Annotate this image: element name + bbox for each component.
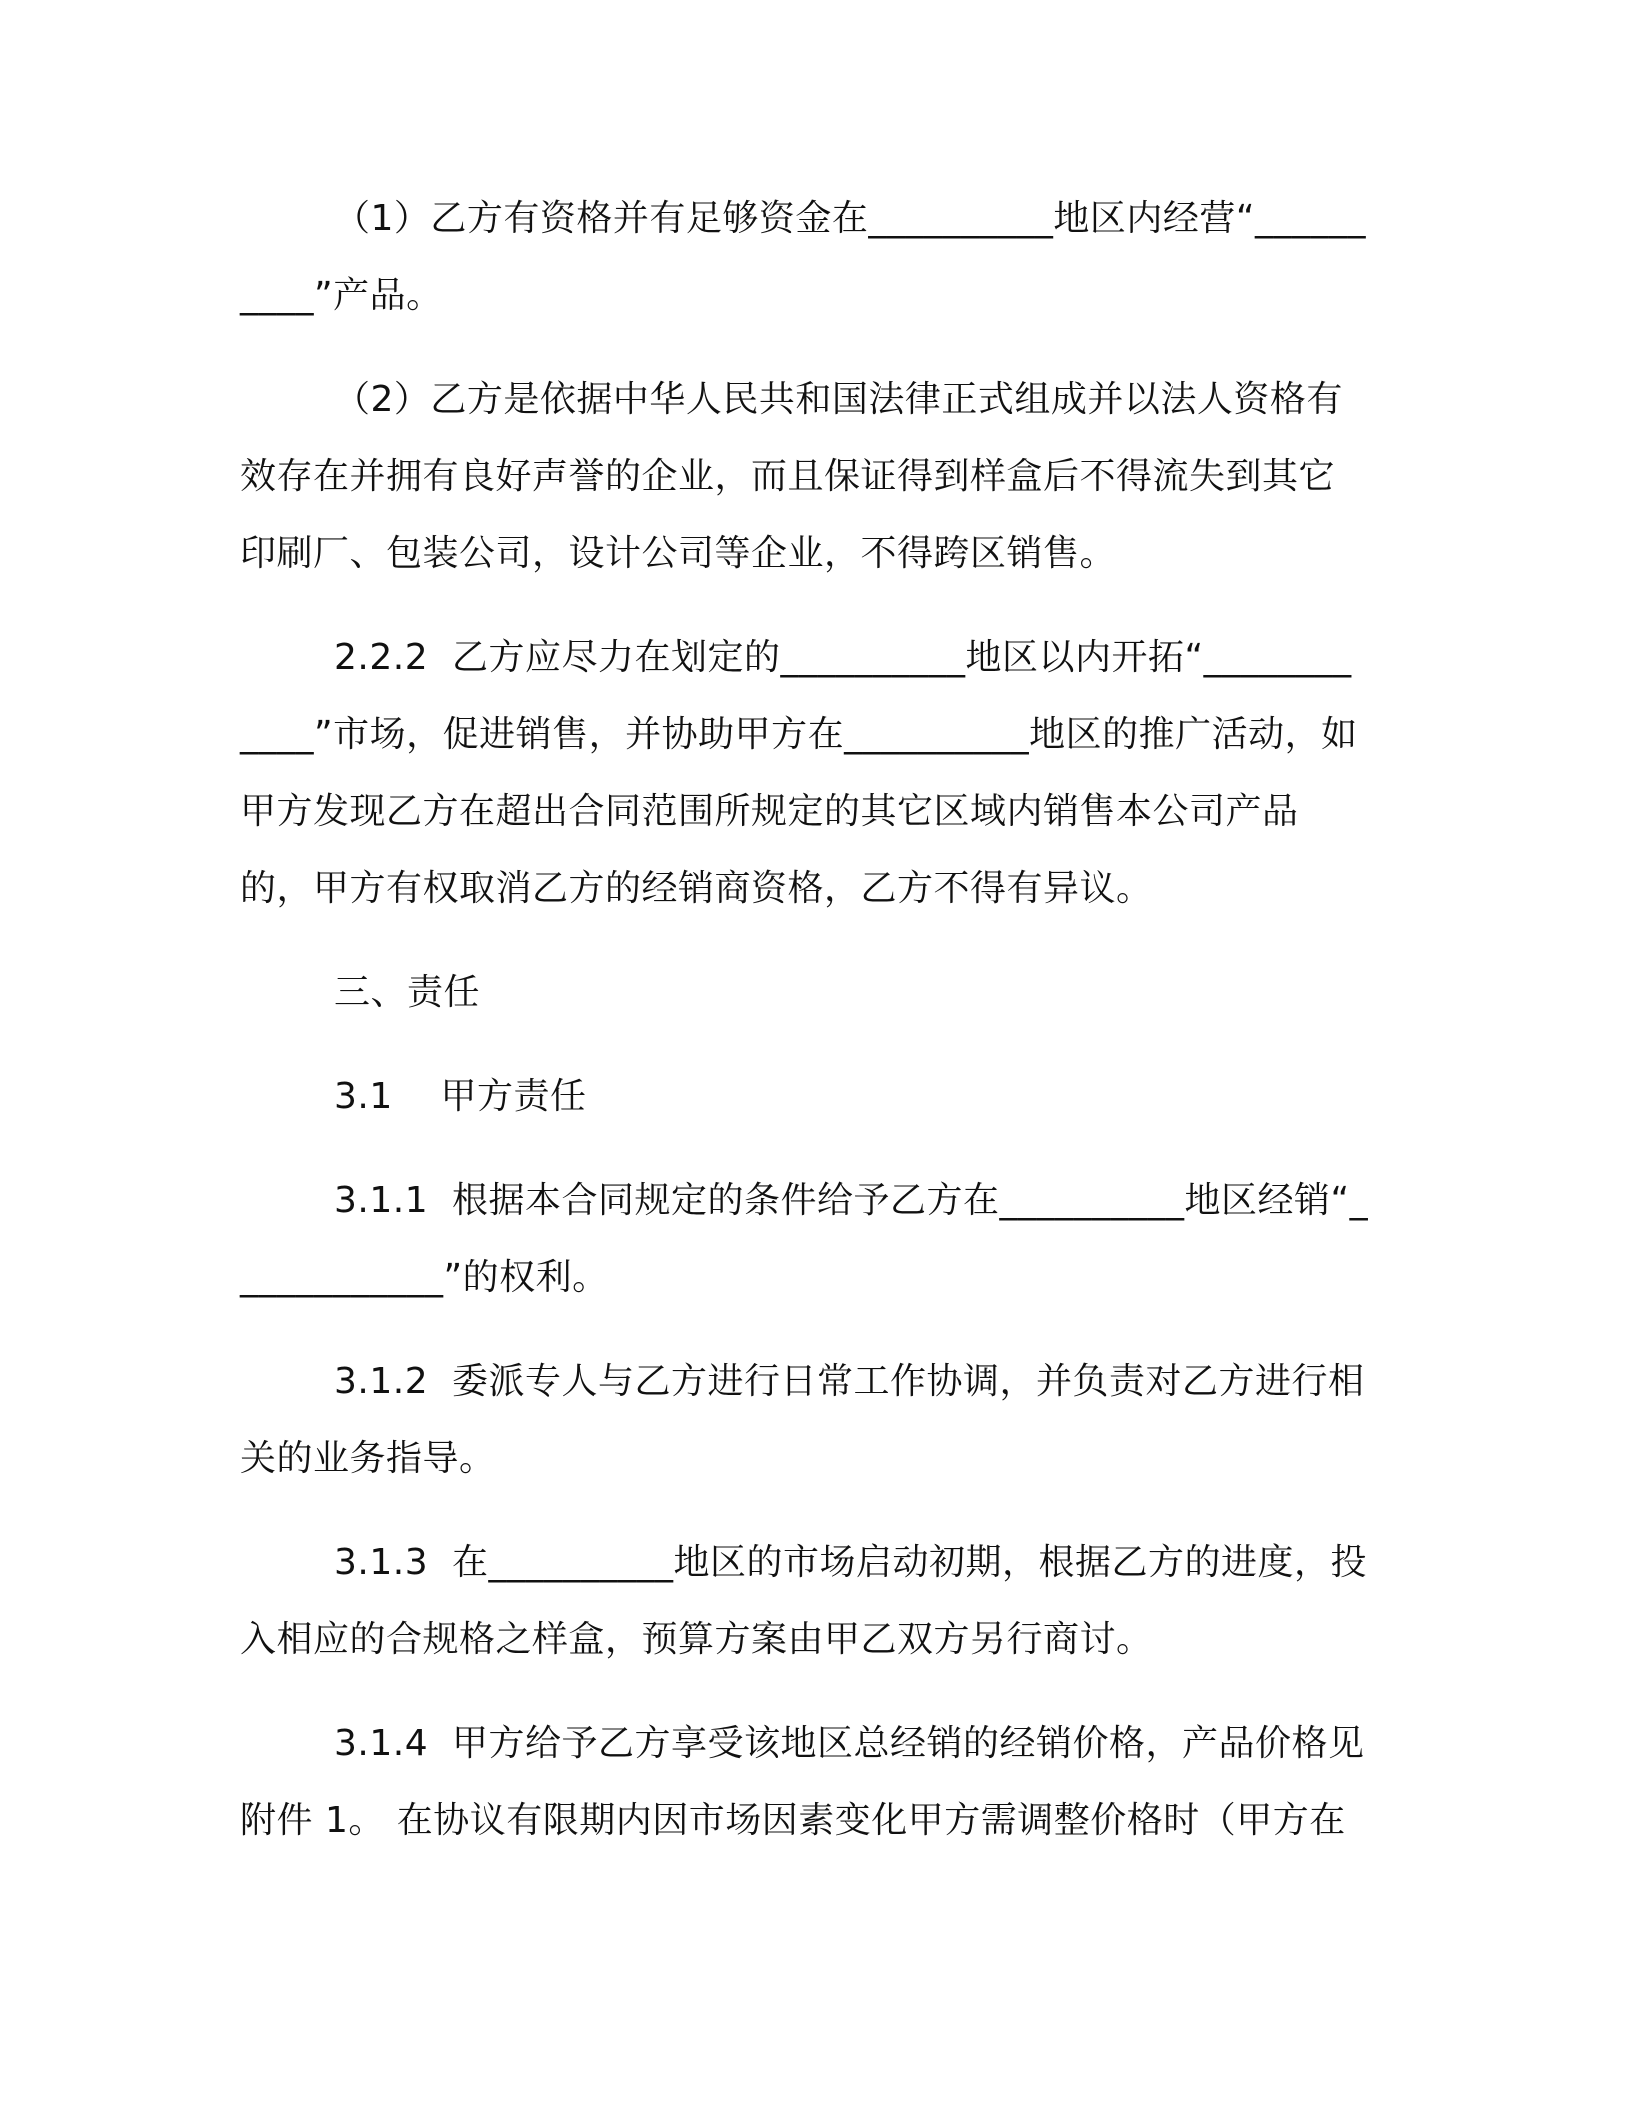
section-heading-responsibility: 三、责任 <box>334 972 481 1013</box>
clause-2-legal-entity: （2）乙方是依据中华人民共和国法律正式组成并以法人资格有效存在并拥有良好声誉的企业，而且保证得到样盒后不得流失到其它印刷厂、包装公司，设计公司等企业，不得跨区销售。 <box>240 379 1343 574</box>
document-body <box>240 180 1370 1886</box>
clause-3-1-2-coordination: 3.1.2 委派专人与乙方进行日常工作协调，并负责对乙方进行相关的业务指导。 <box>240 1361 1365 1479</box>
clause-1-qualification: （1）乙方有资格并有足够资金在__________地区内经营“__________”产品。 <box>240 198 1367 316</box>
clause-3-1-3-sample-boxes: 3.1.3 在__________地区的市场启动初期，根据乙方的进度，投入相应的合规格之样盒，预算方案由甲乙双方另行商讨。 <box>240 1542 1367 1660</box>
subsection-heading-party-a: 3.1 甲方责任 <box>334 1076 587 1117</box>
clause-3-1-1-distribution-right: 3.1.1 根据本合同规定的条件给予乙方在__________地区经销“____________”的权利。 <box>240 1180 1369 1298</box>
clause-2-2-2-market-development: 2.2.2 乙方应尽力在划定的__________地区以内开拓“____________”市场，促进销售，并协助甲方在__________地区的推广活动，如甲方发现乙方在超出合同范围所规定的其它区域内销售本公司产品的，甲方有权取消乙方的经销商资格，乙方不得有异议。 <box>240 637 1358 909</box>
clause-3-1-4-pricing: 3.1.4 甲方给予乙方享受该地区总经销的经销价格，产品价格见附件 1。 在协议有限期内因市场因素变化甲方需调整价格时（甲方在 <box>240 1723 1365 1841</box>
